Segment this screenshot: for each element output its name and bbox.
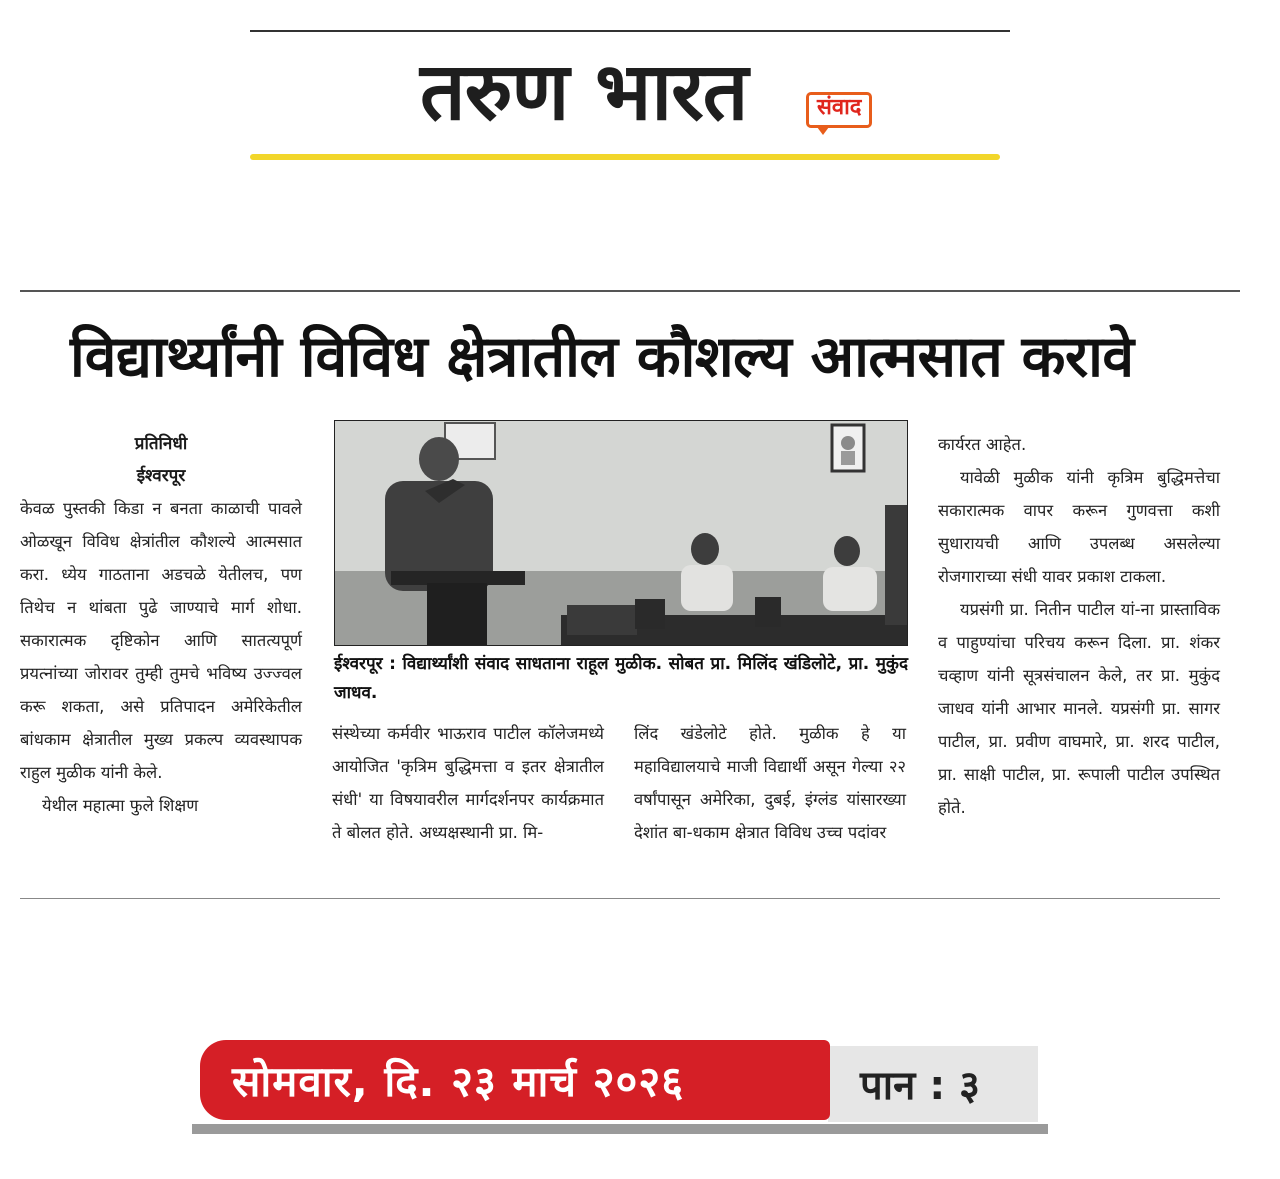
byline-place: ईश्वरपूर [136, 466, 186, 486]
article-headline: विद्यार्थ्यांनी विविध क्षेत्रातील कौशल्य आत्मसात करावे [70, 324, 1134, 390]
column-4-paragraph-2: यावेळी मुळीक यांनी कृत्रिम बुद्धिमत्तेचा सकारात्मक वापर करून गुणवत्ता कशी सुधारायची आणि उपलब्ध असलेल्या रोजगाराच्या संधी यावर प्रकाश टाकला. [938, 468, 1220, 586]
article-column-4 [938, 428, 1220, 824]
article-column-2 [332, 717, 604, 849]
page-number: पान : ३ [860, 1063, 980, 1109]
article-column-3 [634, 717, 906, 849]
newspaper-badge: संवाद [806, 92, 872, 128]
footer-shadow [192, 1124, 1048, 1134]
newspaper-title: तरुण भारत [420, 45, 748, 138]
masthead-top-rule [250, 30, 1010, 32]
column-2-text: संस्थेच्या कर्मवीर भाऊराव पाटील कॉलेजमध्ये आयोजित 'कृत्रिम बुद्धिमत्ता व इतर क्षेत्रातील संधी' या विषयावरील मार्गदर्शनपर कार्यक्रमात ते बोलत होते. अध्यक्षस्थानी प्रा. मि- [332, 724, 604, 842]
publication-date: सोमवार, दि. २३ मार्च २०२६ [232, 1057, 685, 1106]
column-4-paragraph-1: कार्यरत आहेत. [938, 435, 1027, 454]
clipping-bottom-edge [20, 898, 1220, 899]
article-byline [20, 428, 302, 492]
article-photo [334, 420, 908, 646]
column-1-paragraph-1: केवळ पुस्तकी किडा न बनता काळाची पावले ओळखून विविध क्षेत्रांतील कौशल्ये आत्मसात करा. ध्येय गाठताना अडचळे येतीलच, पण तिथेच न थांबता पुढे जाण्याचे मार्ग शोधा. सकारात्मक दृष्टिकोन आणि सातत्यपूर्ण प्रयत्नांच्या जोरावर तुम्ही तुमचे भविष्य उज्ज्वल करू शकता, असे प्रतिपादन अमेरिकेतील बांधकाम क्षेत्रातील मुख्य प्रकल्प व्यवस्थापक राहुल मुळीक यांनी केले. [20, 499, 302, 782]
photo-caption: ईश्वरपूर : विद्यार्थ्यांशी संवाद साधताना राहूल मुळीक. सोबत प्रा. मिलिंद खंडिलोटे, प्रा. मुकुंद जाधव. [334, 654, 908, 703]
article-column-1 [20, 492, 302, 822]
masthead-underline [250, 154, 1000, 160]
clipping-top-edge [20, 290, 1240, 292]
byline-reporter: प्रतिनिधी [134, 434, 188, 454]
column-3-text: लिंद खंडेलोटे होते. मुळीक हे या महाविद्यालयाचे माजी विद्यार्थी असून गेल्या २२ वर्षांपासून अमेरिका, दुबई, इंग्लंड यांसारख्या देशांत बा-धकाम क्षेत्रात विविध उच्च पदांवर [634, 724, 906, 842]
column-1-paragraph-2: येथील महात्मा फुले शिक्षण [42, 796, 199, 815]
column-4-paragraph-3: यप्रसंगी प्रा. नितीन पाटील यां-ना प्रास्ताविक व पाहुण्यांचा परिचय करून दिला. प्रा. शंकर चव्हाण यांनी सूत्रसंचालन केले, तर प्रा. मुकुंद जाधव यांनी आभार मानले. यप्रसंगी प्रा. सागर पाटील, प्रा. प्रवीण वाघमारे, प्रा. शरद पाटील, प्रा. साक्षी पाटील, प्रा. रूपाली पाटील उपस्थित होते. [938, 600, 1220, 817]
event-photo-illustration [335, 421, 907, 645]
